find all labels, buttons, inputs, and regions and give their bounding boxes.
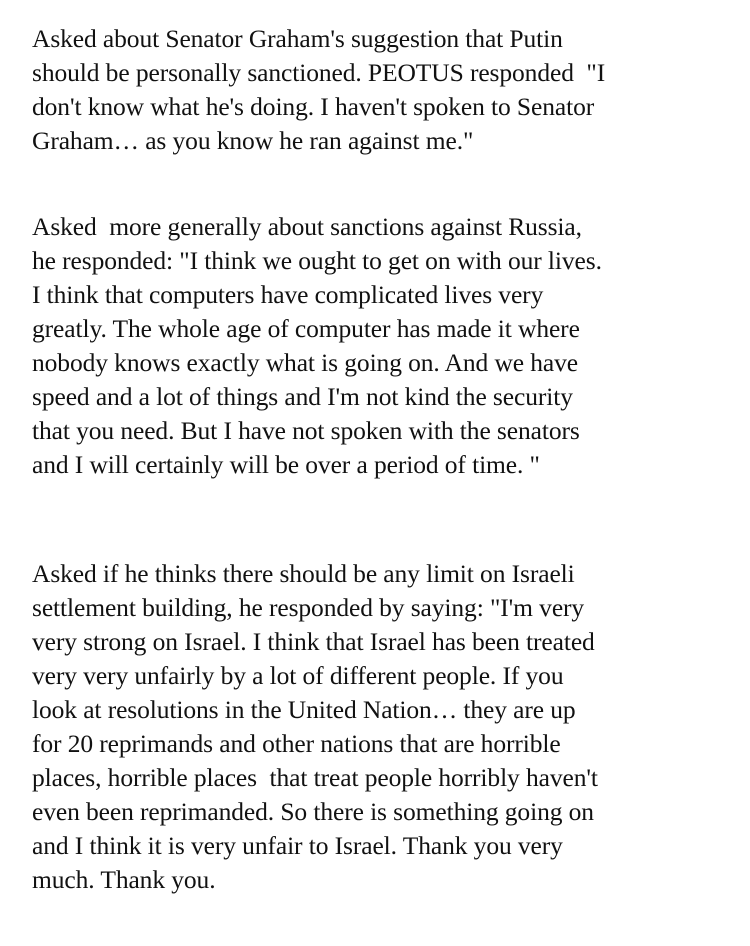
paragraph-israel-settlements [32, 557, 732, 897]
text-line: speed and a lot of things and I'm not kind the security [32, 382, 573, 411]
text-line: should be personally sanctioned. PEOTUS responded "I [32, 58, 606, 87]
text-line: look at resolutions in the United Nation… they are up [32, 695, 576, 724]
text-line: and I will certainly will be over a period of time. " [32, 450, 540, 479]
text-line: Asked if he thinks there should be any limit on Israeli [32, 559, 575, 588]
text-line: that you need. But I have not spoken with the senators [32, 416, 580, 445]
text-line: nobody knows exactly what is going on. And we have [32, 348, 579, 377]
text-line: settlement building, he responded by saying: "I'm very [32, 593, 585, 622]
text-line: much. Thank you. [32, 865, 216, 894]
text-line: places, horrible places that treat people horribly haven't [32, 763, 598, 792]
text-line: Asked more generally about sanctions against Russia, [32, 212, 582, 241]
text-line: very very unfairly by a lot of different people. If you [32, 661, 564, 690]
text-line: don't know what he's doing. I haven't spoken to Senator [32, 92, 595, 121]
text-line: greatly. The whole age of computer has made it where [32, 314, 580, 343]
text-line: Graham… as you know he ran against me." [32, 126, 474, 155]
paragraph-russia-sanctions [32, 210, 732, 482]
text-line: for 20 reprimands and other nations that are horrible [32, 729, 561, 758]
text-line: even been reprimanded. So there is something going on [32, 797, 594, 826]
text-line: and I think it is very unfair to Israel. Thank you very [32, 831, 563, 860]
text-line: very strong on Israel. I think that Israel has been treated [32, 627, 595, 656]
text-line: Asked about Senator Graham's suggestion that Putin [32, 24, 563, 53]
paragraph-graham-sanctions [32, 22, 732, 158]
text-line: I think that computers have complicated lives very [32, 280, 544, 309]
text-line: he responded: "I think we ought to get on with our lives. [32, 246, 602, 275]
